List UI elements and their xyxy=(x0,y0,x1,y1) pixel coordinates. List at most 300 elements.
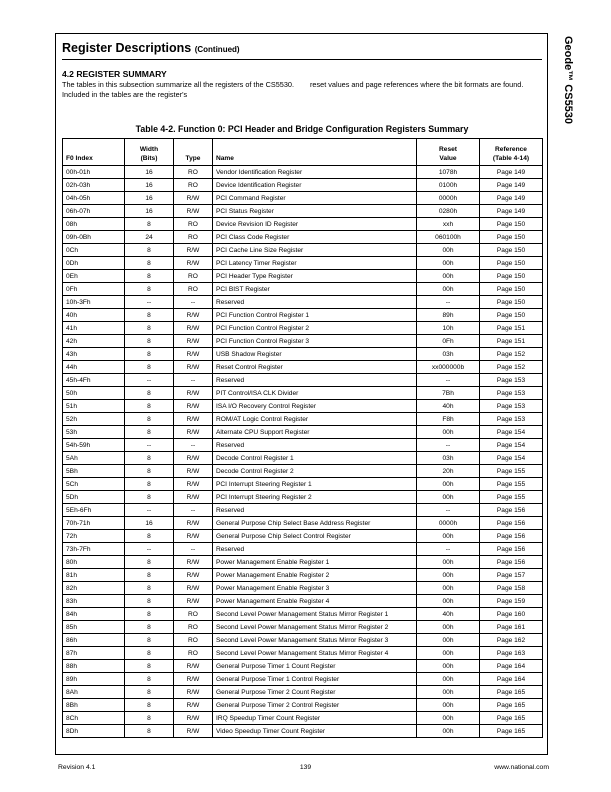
cell-type: R/W xyxy=(174,582,213,595)
intro-paragraph-right: reset values and page references where the bit formats are found. xyxy=(310,80,524,89)
cell-name: Reserved xyxy=(213,439,417,452)
table-row xyxy=(63,439,543,452)
cell-reference: Page 156 xyxy=(480,556,543,569)
table-row xyxy=(63,582,543,595)
cell-reset: 00h xyxy=(417,283,480,296)
cell-reset: -- xyxy=(417,296,480,309)
cell-width: 8 xyxy=(125,608,174,621)
cell-type: R/W xyxy=(174,660,213,673)
table-row xyxy=(63,309,543,322)
cell-type: R/W xyxy=(174,413,213,426)
table-row xyxy=(63,244,543,257)
cell-reset: 00h xyxy=(417,491,480,504)
cell-reset: xxh xyxy=(417,218,480,231)
header-divider xyxy=(62,59,542,60)
cell-name: PCI Header Type Register xyxy=(213,270,417,283)
cell-name: Decode Control Register 1 xyxy=(213,452,417,465)
cell-reference: Page 157 xyxy=(480,569,543,582)
cell-name: General Purpose Timer 2 Count Register xyxy=(213,686,417,699)
cell-reset: 00h xyxy=(417,257,480,270)
table-row xyxy=(63,192,543,205)
footer-website: www.national.com xyxy=(494,764,549,771)
header-reset xyxy=(417,139,480,166)
table-row xyxy=(63,608,543,621)
cell-reset: 060100h xyxy=(417,231,480,244)
cell-type: R/W xyxy=(174,478,213,491)
cell-reference: Page 150 xyxy=(480,296,543,309)
header-reset-line1: Reset xyxy=(439,146,457,153)
cell-reference: Page 165 xyxy=(480,712,543,725)
cell-reference: Page 156 xyxy=(480,504,543,517)
table-row xyxy=(63,543,543,556)
cell-index: 51h xyxy=(63,400,125,413)
table-row xyxy=(63,270,543,283)
cell-index: 40h xyxy=(63,309,125,322)
cell-reset: xx000000b xyxy=(417,361,480,374)
cell-reset: 00h xyxy=(417,660,480,673)
table-row xyxy=(63,556,543,569)
cell-type: R/W xyxy=(174,322,213,335)
cell-index: 00h-01h xyxy=(63,166,125,179)
cell-reference: Page 165 xyxy=(480,725,543,738)
cell-reset: 7Bh xyxy=(417,387,480,400)
register-summary-table xyxy=(62,138,543,738)
cell-index: 0Fh xyxy=(63,283,125,296)
cell-index: 88h xyxy=(63,660,125,673)
cell-width: 8 xyxy=(125,244,174,257)
cell-type: R/W xyxy=(174,725,213,738)
cell-index: 5Dh xyxy=(63,491,125,504)
cell-index: 89h xyxy=(63,673,125,686)
cell-type: R/W xyxy=(174,569,213,582)
cell-index: 41h xyxy=(63,322,125,335)
cell-type: R/W xyxy=(174,426,213,439)
cell-width: 8 xyxy=(125,452,174,465)
cell-name: Second Level Power Management Status Mirror Register 2 xyxy=(213,621,417,634)
cell-reference: Page 162 xyxy=(480,634,543,647)
cell-index: 04h-05h xyxy=(63,192,125,205)
cell-index: 44h xyxy=(63,361,125,374)
cell-type: R/W xyxy=(174,673,213,686)
cell-reset: 00h xyxy=(417,244,480,257)
cell-width: 8 xyxy=(125,348,174,361)
cell-width: 8 xyxy=(125,634,174,647)
cell-reference: Page 153 xyxy=(480,387,543,400)
cell-name: PCI Class Code Register xyxy=(213,231,417,244)
cell-width: 8 xyxy=(125,400,174,413)
cell-name: PCI Function Control Register 2 xyxy=(213,322,417,335)
cell-reference: Page 153 xyxy=(480,374,543,387)
header-type: Type xyxy=(174,139,213,166)
cell-width: 8 xyxy=(125,387,174,400)
cell-reference: Page 150 xyxy=(480,218,543,231)
header-width-line1: Width xyxy=(139,146,159,153)
cell-name: Reserved xyxy=(213,543,417,556)
table-row xyxy=(63,647,543,660)
cell-name: Reset Control Register xyxy=(213,361,417,374)
table-row xyxy=(63,569,543,582)
cell-index: 85h xyxy=(63,621,125,634)
cell-reference: Page 150 xyxy=(480,283,543,296)
cell-index: 02h-03h xyxy=(63,179,125,192)
cell-index: 0Ch xyxy=(63,244,125,257)
cell-reference: Page 164 xyxy=(480,660,543,673)
cell-name: General Purpose Timer 2 Control Register xyxy=(213,699,417,712)
cell-reference: Page 150 xyxy=(480,257,543,270)
table-body xyxy=(63,166,543,738)
cell-index: 70h-71h xyxy=(63,517,125,530)
cell-type: R/W xyxy=(174,244,213,257)
cell-reset: 00h xyxy=(417,699,480,712)
cell-width: 8 xyxy=(125,465,174,478)
cell-reference: Page 149 xyxy=(480,192,543,205)
cell-reset: 00h xyxy=(417,478,480,491)
cell-name: ROM/AT Logic Control Register xyxy=(213,413,417,426)
cell-width: 8 xyxy=(125,595,174,608)
cell-reset: 00h xyxy=(417,673,480,686)
table-row xyxy=(63,686,543,699)
cell-type: RO xyxy=(174,179,213,192)
cell-name: Power Management Enable Register 1 xyxy=(213,556,417,569)
cell-width: 8 xyxy=(125,426,174,439)
cell-name: Alternate CPU Support Register xyxy=(213,426,417,439)
cell-index: 73h-7Fh xyxy=(63,543,125,556)
cell-reset: 00h xyxy=(417,270,480,283)
cell-index: 86h xyxy=(63,634,125,647)
cell-width: 8 xyxy=(125,712,174,725)
cell-width: 8 xyxy=(125,257,174,270)
table-row xyxy=(63,283,543,296)
cell-type: R/W xyxy=(174,205,213,218)
cell-index: 06h-07h xyxy=(63,205,125,218)
table-row xyxy=(63,712,543,725)
cell-reference: Page 159 xyxy=(480,595,543,608)
cell-type: RO xyxy=(174,634,213,647)
table-row xyxy=(63,660,543,673)
cell-width: 16 xyxy=(125,179,174,192)
cell-width: 8 xyxy=(125,673,174,686)
cell-name: General Purpose Chip Select Control Register xyxy=(213,530,417,543)
table-row xyxy=(63,699,543,712)
table-row xyxy=(63,296,543,309)
cell-width: 8 xyxy=(125,556,174,569)
cell-reference: Page 161 xyxy=(480,621,543,634)
cell-type: R/W xyxy=(174,556,213,569)
cell-name: Vendor Identification Register xyxy=(213,166,417,179)
cell-reset: 00h xyxy=(417,725,480,738)
cell-type: -- xyxy=(174,296,213,309)
side-title xyxy=(560,36,574,236)
cell-name: PCI Interrupt Steering Register 2 xyxy=(213,491,417,504)
header-index: F0 Index xyxy=(63,139,125,166)
cell-type: R/W xyxy=(174,348,213,361)
header-name: Name xyxy=(213,139,417,166)
table-row xyxy=(63,673,543,686)
cell-width: 8 xyxy=(125,283,174,296)
cell-reset: -- xyxy=(417,504,480,517)
cell-index: 45h-4Fh xyxy=(63,374,125,387)
cell-reset: 00h xyxy=(417,712,480,725)
cell-width: 8 xyxy=(125,699,174,712)
cell-width: 8 xyxy=(125,686,174,699)
cell-index: 8Bh xyxy=(63,699,125,712)
cell-name: Video Speedup Timer Count Register xyxy=(213,725,417,738)
cell-reset: 00h xyxy=(417,634,480,647)
side-title-text: Geode™ CS5530 xyxy=(562,36,574,125)
cell-type: R/W xyxy=(174,491,213,504)
cell-index: 42h xyxy=(63,335,125,348)
cell-type: RO xyxy=(174,283,213,296)
cell-reset: 00h xyxy=(417,426,480,439)
cell-reference: Page 150 xyxy=(480,270,543,283)
table-row xyxy=(63,426,543,439)
footer-page-number: 139 xyxy=(299,764,312,771)
table-row xyxy=(63,725,543,738)
cell-width: 8 xyxy=(125,621,174,634)
cell-name: Reserved xyxy=(213,504,417,517)
cell-type: RO xyxy=(174,270,213,283)
table-row xyxy=(63,517,543,530)
cell-type: R/W xyxy=(174,335,213,348)
cell-width: 8 xyxy=(125,413,174,426)
cell-reset: -- xyxy=(417,439,480,452)
cell-reference: Page 165 xyxy=(480,686,543,699)
table-row xyxy=(63,413,543,426)
cell-width: 8 xyxy=(125,725,174,738)
cell-type: RO xyxy=(174,647,213,660)
cell-reference: Page 153 xyxy=(480,400,543,413)
cell-reference: Page 155 xyxy=(480,465,543,478)
cell-name: PCI Latency Timer Register xyxy=(213,257,417,270)
table-row xyxy=(63,374,543,387)
table-row xyxy=(63,361,543,374)
cell-width: 24 xyxy=(125,231,174,244)
table-caption: Table 4-2. Function 0: PCI Header and Bridge Configuration Registers Summary xyxy=(135,124,469,134)
intro-paragraph-left: The tables in this subsection summarize all the registers of the CS5530. Included in the tables are the register's xyxy=(62,80,294,99)
cell-type: R/W xyxy=(174,387,213,400)
cell-width: 8 xyxy=(125,569,174,582)
cell-width: -- xyxy=(125,543,174,556)
cell-reset: 0100h xyxy=(417,179,480,192)
cell-width: 16 xyxy=(125,517,174,530)
cell-type: R/W xyxy=(174,361,213,374)
cell-type: RO xyxy=(174,621,213,634)
cell-index: 08h xyxy=(63,218,125,231)
cell-name: Second Level Power Management Status Mirror Register 1 xyxy=(213,608,417,621)
table-row xyxy=(63,348,543,361)
cell-reference: Page 154 xyxy=(480,439,543,452)
cell-reference: Page 156 xyxy=(480,530,543,543)
cell-index: 54h-59h xyxy=(63,439,125,452)
cell-width: 8 xyxy=(125,478,174,491)
cell-reset: 03h xyxy=(417,348,480,361)
cell-reset: -- xyxy=(417,543,480,556)
cell-reference: Page 155 xyxy=(480,491,543,504)
cell-name: Device Revision ID Register xyxy=(213,218,417,231)
cell-name: PCI Cache Line Size Register xyxy=(213,244,417,257)
table-row xyxy=(63,491,543,504)
table-row xyxy=(63,322,543,335)
footer-revision: Revision 4.1 xyxy=(58,764,96,771)
cell-reference: Page 149 xyxy=(480,205,543,218)
cell-index: 5Eh-6Fh xyxy=(63,504,125,517)
table-row xyxy=(63,387,543,400)
cell-type: R/W xyxy=(174,452,213,465)
cell-type: R/W xyxy=(174,400,213,413)
cell-reset: 89h xyxy=(417,309,480,322)
table-header-row xyxy=(63,139,543,166)
header-width xyxy=(125,139,174,166)
cell-width: 8 xyxy=(125,361,174,374)
cell-name: General Purpose Timer 1 Control Register xyxy=(213,673,417,686)
cell-reference: Page 149 xyxy=(480,166,543,179)
table-row xyxy=(63,504,543,517)
cell-index: 50h xyxy=(63,387,125,400)
cell-reference: Page 152 xyxy=(480,348,543,361)
cell-type: R/W xyxy=(174,192,213,205)
continued-label: (Continued) xyxy=(194,45,240,54)
cell-reset: 00h xyxy=(417,556,480,569)
cell-width: 8 xyxy=(125,647,174,660)
table-row xyxy=(63,634,543,647)
cell-reset: 00h xyxy=(417,582,480,595)
cell-type: R/W xyxy=(174,699,213,712)
cell-width: 8 xyxy=(125,218,174,231)
cell-width: 16 xyxy=(125,205,174,218)
cell-type: -- xyxy=(174,374,213,387)
cell-index: 72h xyxy=(63,530,125,543)
cell-name: IRQ Speedup Timer Count Register xyxy=(213,712,417,725)
cell-reset: 0280h xyxy=(417,205,480,218)
cell-reference: Page 150 xyxy=(480,231,543,244)
cell-name: General Purpose Timer 1 Count Register xyxy=(213,660,417,673)
cell-reference: Page 156 xyxy=(480,517,543,530)
cell-reset: F8h xyxy=(417,413,480,426)
header-reference xyxy=(480,139,543,166)
table-row xyxy=(63,231,543,244)
table-row xyxy=(63,452,543,465)
cell-index: 8Ah xyxy=(63,686,125,699)
cell-type: R/W xyxy=(174,465,213,478)
cell-width: 16 xyxy=(125,192,174,205)
cell-reference: Page 164 xyxy=(480,673,543,686)
cell-reset: 20h xyxy=(417,465,480,478)
cell-type: RO xyxy=(174,166,213,179)
cell-type: R/W xyxy=(174,530,213,543)
cell-width: 8 xyxy=(125,322,174,335)
cell-reference: Page 158 xyxy=(480,582,543,595)
cell-type: RO xyxy=(174,231,213,244)
cell-reference: Page 165 xyxy=(480,699,543,712)
cell-index: 10h-3Fh xyxy=(63,296,125,309)
cell-name: USB Shadow Register xyxy=(213,348,417,361)
cell-name: Power Management Enable Register 4 xyxy=(213,595,417,608)
cell-type: R/W xyxy=(174,712,213,725)
table-row xyxy=(63,257,543,270)
table-row xyxy=(63,205,543,218)
cell-reference: Page 150 xyxy=(480,244,543,257)
cell-index: 8Ch xyxy=(63,712,125,725)
cell-name: Second Level Power Management Status Mirror Register 4 xyxy=(213,647,417,660)
cell-reference: Page 155 xyxy=(480,478,543,491)
cell-index: 81h xyxy=(63,569,125,582)
cell-width: 8 xyxy=(125,530,174,543)
cell-width: -- xyxy=(125,504,174,517)
cell-type: RO xyxy=(174,218,213,231)
header-reference-line2: (Table 4-14) xyxy=(492,155,530,162)
cell-width: 8 xyxy=(125,270,174,283)
cell-reference: Page 149 xyxy=(480,179,543,192)
cell-reference: Page 163 xyxy=(480,647,543,660)
cell-index: 0Dh xyxy=(63,257,125,270)
cell-name: PCI Function Control Register 3 xyxy=(213,335,417,348)
cell-reset: 03h xyxy=(417,452,480,465)
cell-index: 53h xyxy=(63,426,125,439)
cell-width: 8 xyxy=(125,335,174,348)
cell-width: -- xyxy=(125,296,174,309)
cell-reference: Page 154 xyxy=(480,426,543,439)
cell-name: PIT Control/ISA CLK Divider xyxy=(213,387,417,400)
cell-reset: 00h xyxy=(417,595,480,608)
page-title xyxy=(62,41,240,55)
cell-index: 09h-0Bh xyxy=(63,231,125,244)
cell-type: R/W xyxy=(174,686,213,699)
cell-reset: 00h xyxy=(417,621,480,634)
cell-reference: Page 152 xyxy=(480,361,543,374)
cell-reset: 0Fh xyxy=(417,335,480,348)
cell-reset: 00h xyxy=(417,647,480,660)
cell-width: -- xyxy=(125,374,174,387)
cell-name: PCI Status Register xyxy=(213,205,417,218)
cell-reset: -- xyxy=(417,374,480,387)
table-row xyxy=(63,179,543,192)
table-row xyxy=(63,166,543,179)
cell-type: R/W xyxy=(174,257,213,270)
cell-reset: 00h xyxy=(417,686,480,699)
header-reference-line1: Reference xyxy=(495,146,527,153)
cell-name: General Purpose Chip Select Base Address Register xyxy=(213,517,417,530)
section-heading: 4.2 REGISTER SUMMARY xyxy=(62,69,167,79)
cell-name: Decode Control Register 2 xyxy=(213,465,417,478)
cell-reset: 1078h xyxy=(417,166,480,179)
cell-reference: Page 153 xyxy=(480,413,543,426)
cell-index: 84h xyxy=(63,608,125,621)
cell-name: Reserved xyxy=(213,296,417,309)
cell-name: Power Management Enable Register 3 xyxy=(213,582,417,595)
cell-reference: Page 156 xyxy=(480,543,543,556)
cell-type: -- xyxy=(174,543,213,556)
table-row xyxy=(63,465,543,478)
cell-type: -- xyxy=(174,439,213,452)
cell-index: 82h xyxy=(63,582,125,595)
table-row xyxy=(63,335,543,348)
cell-reference: Page 151 xyxy=(480,322,543,335)
cell-reference: Page 150 xyxy=(480,309,543,322)
cell-reset: 0000h xyxy=(417,517,480,530)
cell-index: 5Ah xyxy=(63,452,125,465)
cell-width: 8 xyxy=(125,309,174,322)
cell-reset: 40h xyxy=(417,400,480,413)
cell-index: 43h xyxy=(63,348,125,361)
cell-reset: 00h xyxy=(417,569,480,582)
cell-name: PCI Function Control Register 1 xyxy=(213,309,417,322)
table-row xyxy=(63,218,543,231)
cell-type: R/W xyxy=(174,517,213,530)
cell-name: ISA I/O Recovery Control Register xyxy=(213,400,417,413)
cell-width: 8 xyxy=(125,660,174,673)
table-row xyxy=(63,530,543,543)
cell-name: PCI Interrupt Steering Register 1 xyxy=(213,478,417,491)
